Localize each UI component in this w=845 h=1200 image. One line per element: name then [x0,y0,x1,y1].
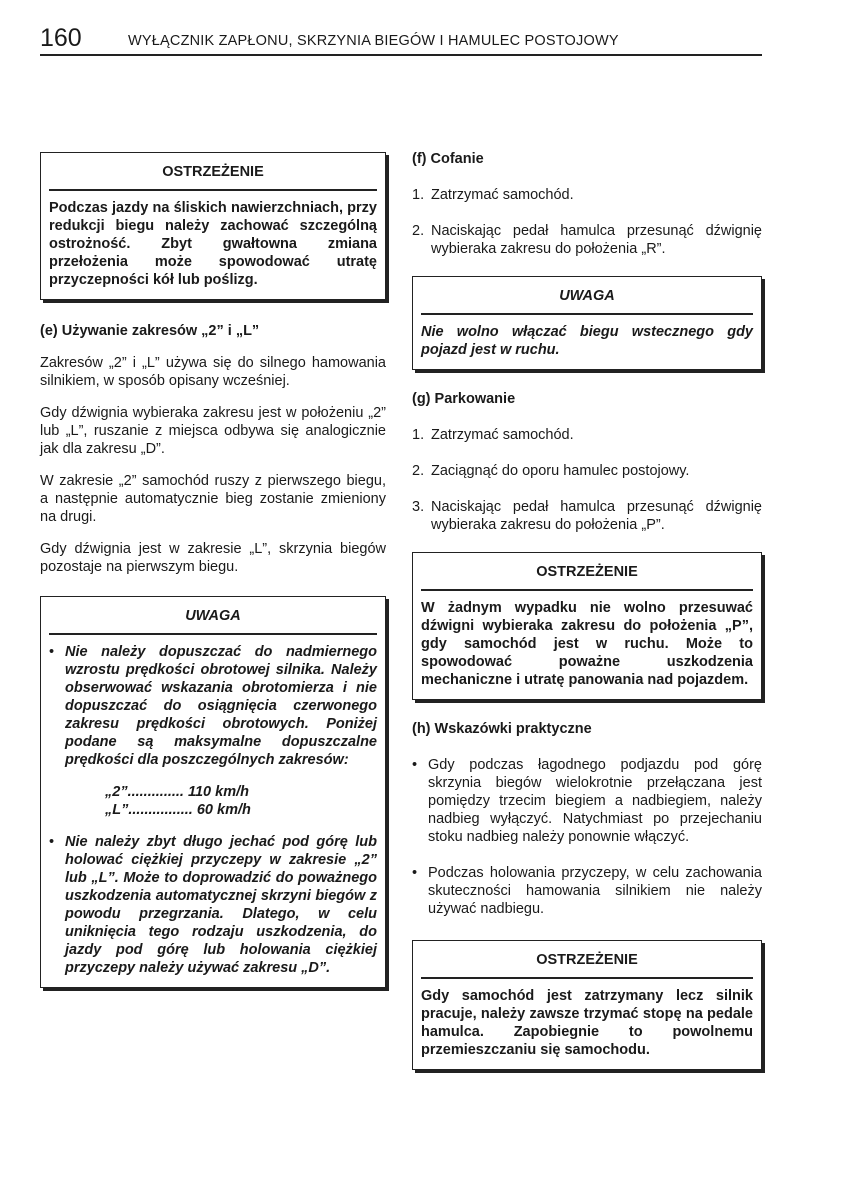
list-item [49,833,377,977]
warning-title: OSTRZEŻENIE [49,161,377,191]
right-column [412,150,762,1070]
warning-text: Podczas jazdy na śliskich nawierzchniach, przy redukcji biegu należy zachować szczególną ostrożność. Zbyt gwałtowna zmiana przełożenia może spowodować utratę przyczepności kół lub poślizg. [49,200,377,288]
section-heading-f: (f) Cofanie [412,151,484,167]
bullet-text: Nie należy zbyt długo jechać pod górę lub holować ciężkiej przyczepy w zakresie „2” lub „L”. Może to doprowadzić do poważnego uszkodzenia automatycznej skrzyni biegów z powodu przegrzania. Dlatego, w celu uniknięcia tego rodzaju uszkodzenia, do jazdy pod górę lub holowania ciężkiej przyczepy należy używać zakresu „D”. [65,834,377,976]
note-title: UWAGA [49,605,377,635]
step-text: Zaciągnąć do oporu hamulec postojowy. [431,463,690,479]
running-title: WYŁĄCZNIK ZAPŁONU, SKRZYNIA BIEGÓW I HAMULEC POSTOJOWY [128,33,619,49]
speed-limits [49,783,377,819]
speed-limit-2: „2”.............. 110 km/h [105,784,249,800]
bullet-icon: • [412,757,418,773]
list-item [412,426,762,444]
note-box-speeds [40,596,386,988]
step-text: Naciskając pedał hamulca przesunąć dźwignię wybieraka zakresu do położenia „R”. [431,223,762,257]
list-item [412,864,762,918]
step-number: 2. [412,223,425,239]
page-number: 160 [40,24,82,52]
warning-text: Gdy samochód jest zatrzymany lecz silnik pracuje, należy zawsze trzymać stopę na pedale hamulca. Zapobiegnie to powolnemu przemieszczaniu się samochodu. [421,988,753,1058]
bullet-icon: • [49,834,55,850]
section-heading-e: (e) Używanie zakresów „2” i „L” [40,323,260,339]
warning-text: W żadnym wypadku nie wolno przesuwać dźwigni wybieraka zakresu do położenia „P”, gdy samochód jest w ruchu. Może to spowodować poważne uszkodzenia mechaniczne i utratę panowania nad pojazdem. [421,600,753,688]
bullet-icon: • [49,644,55,660]
step-number: 3. [412,499,425,515]
list-item [412,462,762,480]
note-box-reverse [412,276,762,370]
page-header [40,24,762,56]
paragraph: Gdy dźwignia jest w zakresie „L”, skrzynia biegów pozostaje na pierwszym biegu. [40,541,386,575]
bullet-text: Nie należy dopuszczać do nadmiernego wzrostu prędkości obrotowej silnika. Należy obserwować wskazania obrotomierza i nie dopuszczać do osiągnięcia czerwonego zakresu prędkości obrotowych. Poniżej podane są maksymalne dopuszczalne prędkości dla poszczególnych zakresów: [65,644,377,768]
warning-box-stopped [412,940,762,1070]
step-number: 1. [412,187,425,203]
warning-title: OSTRZEŻENIE [421,949,753,979]
left-column [40,150,386,988]
note-title: UWAGA [421,285,753,315]
step-text: Zatrzymać samochód. [431,427,574,443]
section-heading-h: (h) Wskazówki praktyczne [412,721,592,737]
paragraph: Zakresów „2” i „L” używa się do silnego hamowania silnikiem, w sposób opisany wcześniej. [40,355,386,389]
step-number: 1. [412,427,425,443]
paragraph: Gdy dźwignia wybieraka zakresu jest w położeniu „2” lub „L”, ruszanie z miejsca odbywa się analogicznie jak dla zakresu „D”. [40,405,386,457]
warning-title: OSTRZEŻENIE [421,561,753,591]
section-heading-g: (g) Parkowanie [412,391,516,407]
step-text: Zatrzymać samochód. [431,187,574,203]
step-text: Naciskając pedał hamulca przesunąć dźwignię wybieraka zakresu do położenia „P”. [431,499,762,533]
bullet-text: Podczas holowania przyczepy, w celu zachowania skuteczności hamowania silnikiem nie należy używać nadbiegu. [428,865,762,917]
list-item [412,498,762,534]
warning-box-park [412,552,762,700]
list-item [412,756,762,846]
paragraph: W zakresie „2” samochód ruszy z pierwszego biegu, a następnie automatycznie bieg zostanie zmieniony na drugi. [40,473,386,525]
note-text: Nie wolno włączać biegu wstecznego gdy pojazd jest w ruchu. [421,324,753,358]
bullet-icon: • [412,865,418,881]
step-number: 2. [412,463,425,479]
list-item [412,186,762,204]
list-item [49,643,377,769]
warning-box-slippery [40,152,386,300]
list-item [412,222,762,258]
speed-limit-l: „L”................ 60 km/h [105,802,251,818]
bullet-text: Gdy podczas łagodnego podjazdu pod górę skrzynia biegów wielokrotnie przełączana jest pomiędzy trzecim biegiem a nadbiegiem, należy nadbieg wyłączyć. Natychmiast po przejechaniu stoku nadbieg należy ponownie włączyć. [428,757,762,845]
